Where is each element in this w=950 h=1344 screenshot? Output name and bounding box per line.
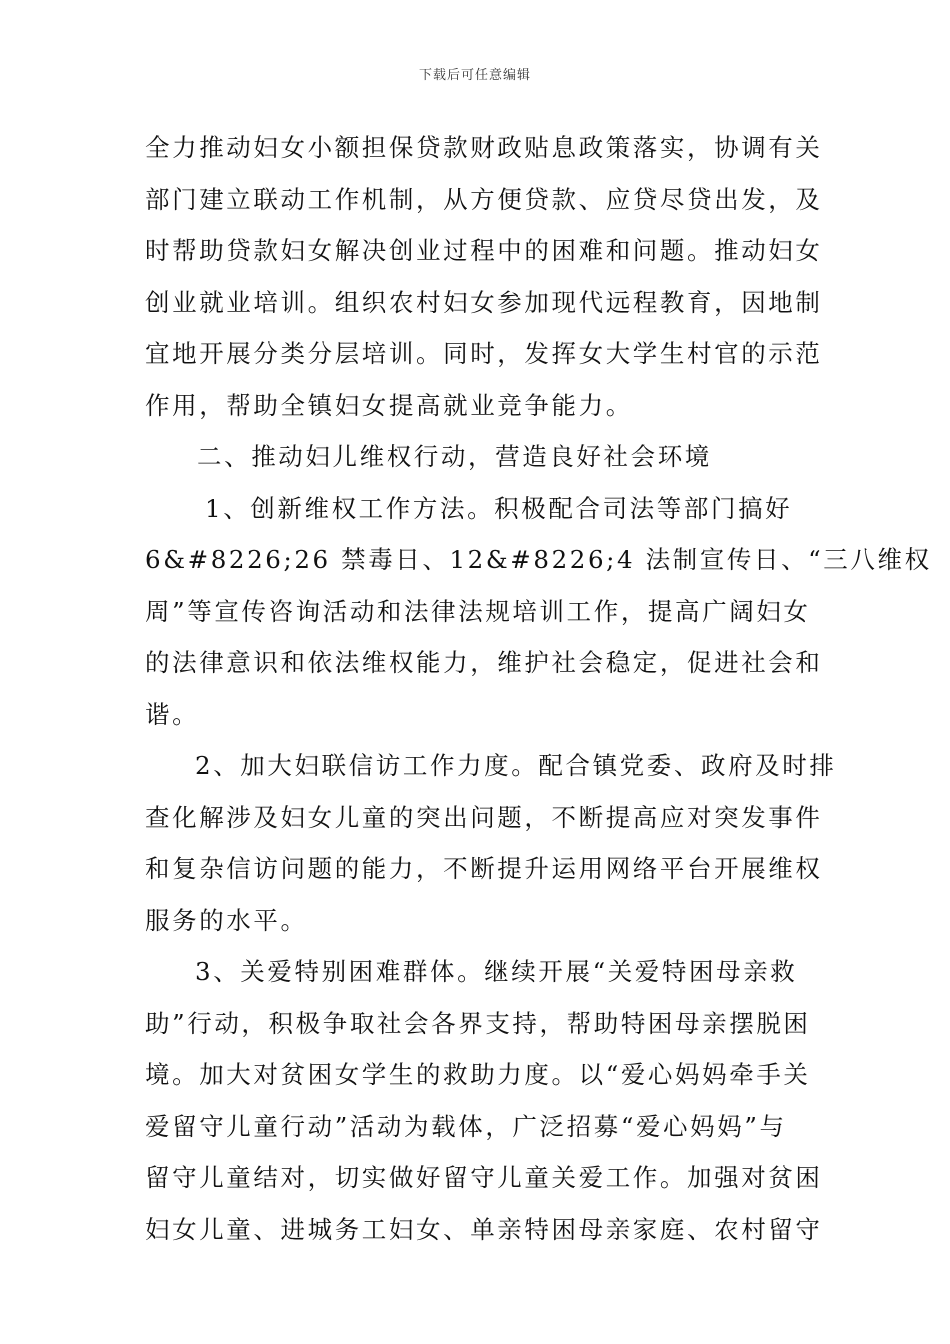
text-line: 周”等宣传咨询活动和法律法规培训工作，提高广阔妇女 xyxy=(145,596,811,626)
text-line: 6&#8226;26 禁毒日、12&#8226;4 法制宣传日、“三八维权 xyxy=(145,545,932,574)
text-line: 的法律意识和依法维权能力，维护社会稳定，促进社会和 xyxy=(145,648,823,677)
text-line: 爱留守儿童行动”活动为载体，广泛招募“爱心妈妈”与 xyxy=(145,1111,787,1141)
text-line: 境。加大对贫困女学生的救助力度。以“爱心妈妈牵手关 xyxy=(145,1060,811,1089)
text-line: 时帮助贷款妇女解决创业过程中的困难和问题。推动妇女 xyxy=(145,236,823,265)
text-line: 部门建立联动工作机制，从方便贷款、应贷尽贷出发，及 xyxy=(145,184,823,214)
text-line: 2、加大妇联信访工作力度。配合镇党委、政府及时排 xyxy=(195,751,837,780)
text-line: 助”行动，积极争取社会各界支持，帮助特困母亲摆脱困 xyxy=(145,1008,811,1038)
text-line: 全力推动妇女小额担保贷款财政贴息政策落实，协调有关 xyxy=(145,133,823,162)
text-line: 查化解涉及妇女儿童的突出问题，不断提高应对突发事件 xyxy=(145,802,823,832)
text-line: 谐。 xyxy=(145,699,200,729)
text-line: 服务的水平。 xyxy=(145,905,308,935)
document-body xyxy=(145,122,932,1255)
text-line: 作用，帮助全镇妇女提高就业竞争能力。 xyxy=(145,390,633,420)
text-line: 1、创新维权工作方法。积极配合司法等部门搞好 xyxy=(205,493,793,523)
text-line: 妇女儿童、进城务工妇女、单亲特困母亲家庭、农村留守 xyxy=(145,1214,823,1244)
section-heading: 二、推动妇儿维权行动，营造良好社会环境 xyxy=(197,442,712,471)
page-header: 下载后可任意编辑 xyxy=(418,68,531,83)
text-line: 3、关爱特别困难群体。继续开展“关爱特困母亲救 xyxy=(195,957,798,986)
text-line: 留守儿童结对，切实做好留守儿童关爱工作。加强对贫困 xyxy=(145,1163,823,1192)
text-line: 创业就业培训。组织农村妇女参加现代远程教育，因地制 xyxy=(145,287,823,317)
text-line: 宜地开展分类分层培训。同时，发挥女大学生村官的示范 xyxy=(145,339,823,368)
text-line: 和复杂信访问题的能力，不断提升运用网络平台开展维权 xyxy=(145,854,823,883)
